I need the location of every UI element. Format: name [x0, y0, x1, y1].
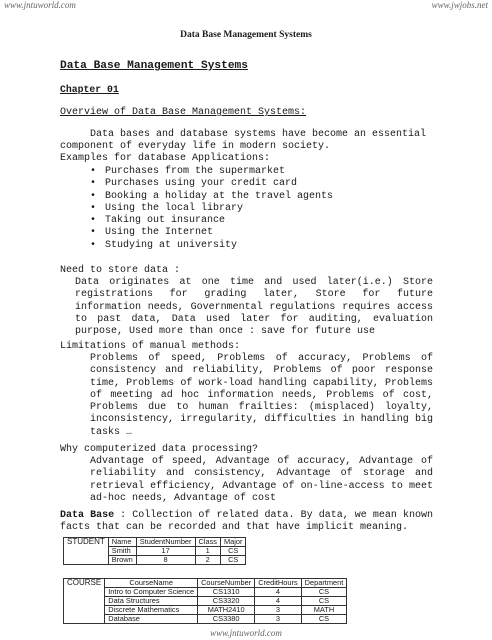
- bullet-icon: •: [90, 166, 97, 177]
- bullet-icon: •: [90, 190, 97, 202]
- need-heading: Need to store data :: [60, 265, 181, 276]
- list-item: • Booking a holiday at the travel agents: [90, 190, 334, 202]
- need-paragraph: Data originates at one time and used later(i.e.) Store registrations for grading later, Store for future information needs, Governmental regulations requires access to past data, Data used later for auditing, evaluation purpose, Used more than once : save for future use: [75, 277, 433, 338]
- student-col-header: Major: [220, 538, 245, 547]
- chapter-heading: Chapter 01: [60, 84, 119, 95]
- course-col-header: CourseNumber: [198, 579, 255, 588]
- student-table: [63, 537, 246, 565]
- bullet-icon: •: [90, 239, 97, 251]
- list-item: • Purchases from the supermarket: [90, 166, 286, 177]
- bullet-icon: •: [90, 178, 97, 190]
- table-row: Discrete Mathematics MATH2410 3 MATH: [64, 606, 347, 615]
- table-row: Smith 17 1 CS: [64, 547, 246, 556]
- student-col-header: StudentNumber: [136, 538, 195, 547]
- watermark-bottom: www.jntuworld.com: [210, 628, 282, 638]
- document-title: Data Base Management Systems: [60, 60, 248, 72]
- watermark-top-left: www.jntuworld.com: [4, 0, 76, 10]
- page-header-title: Data Base Management Systems: [180, 30, 312, 40]
- course-col-header: CourseName: [105, 579, 198, 588]
- list-item: • Using the local library: [90, 202, 244, 214]
- list-item: • Purchases using your credit card: [90, 178, 298, 190]
- why-heading: Why computerized data processing?: [60, 444, 259, 455]
- course-table: [63, 578, 347, 624]
- intro-line-3: Examples for database Applications:: [60, 153, 271, 164]
- student-table-label: STUDENT: [64, 538, 109, 547]
- database-term: Data Base: [60, 510, 115, 521]
- limitations-heading: Limitations of manual methods:: [60, 341, 241, 352]
- limitations-paragraph: Problems of speed, Problems of accuracy, Problems of consistency and reliability, Problems of poor response time, Problems of work-load handling capability, Problems of meeting ad hoc information needs, Problems of cost, Problems due to human frailties: (misplaced) loyalty, inconsistency, irregularity, difficulties in handling big tasks …: [90, 353, 433, 438]
- intro-line-1: Data bases and database systems have become an essential: [90, 129, 427, 140]
- database-definition: [60, 510, 433, 535]
- course-table-label: COURSE: [64, 579, 105, 588]
- table-row: Database CS3380 3 CS: [64, 615, 347, 624]
- course-col-header: CreditHours: [255, 579, 301, 588]
- table-row: Brown 8 2 CS: [64, 556, 246, 565]
- student-col-header: Name: [108, 538, 136, 547]
- table-row: Data Structures CS3320 4 CS: [64, 597, 347, 606]
- overview-heading: Overview of Data Base Management Systems:: [60, 107, 307, 118]
- watermark-top-right: www.jwjobs.net: [431, 0, 488, 10]
- bullet-icon: •: [90, 227, 97, 239]
- list-item: • Studying at university: [90, 239, 238, 251]
- applications-list: [90, 166, 334, 252]
- bullet-icon: •: [90, 202, 97, 214]
- course-col-header: Department: [301, 579, 347, 588]
- student-col-header: Class: [195, 538, 220, 547]
- database-definition-text: : Collection of related data. By data, we mean known facts that can be recorded and that have implicit meaning.: [60, 510, 433, 534]
- list-item: • Taking out insurance: [90, 215, 226, 227]
- bullet-icon: •: [90, 215, 97, 227]
- intro-line-2: component of everyday life in modern society.: [60, 141, 331, 152]
- table-row: Intro to Computer Science CS1310 4 CS: [64, 588, 347, 597]
- why-paragraph: Advantage of speed, Advantage of accuracy, Advantage of reliability and consistency, Advantage of storage and retrieval efficiency, Advantage of on-line-access to meet ad-hoc needs, Advantage of cost: [90, 456, 433, 504]
- list-item: • Using the Internet: [90, 227, 214, 239]
